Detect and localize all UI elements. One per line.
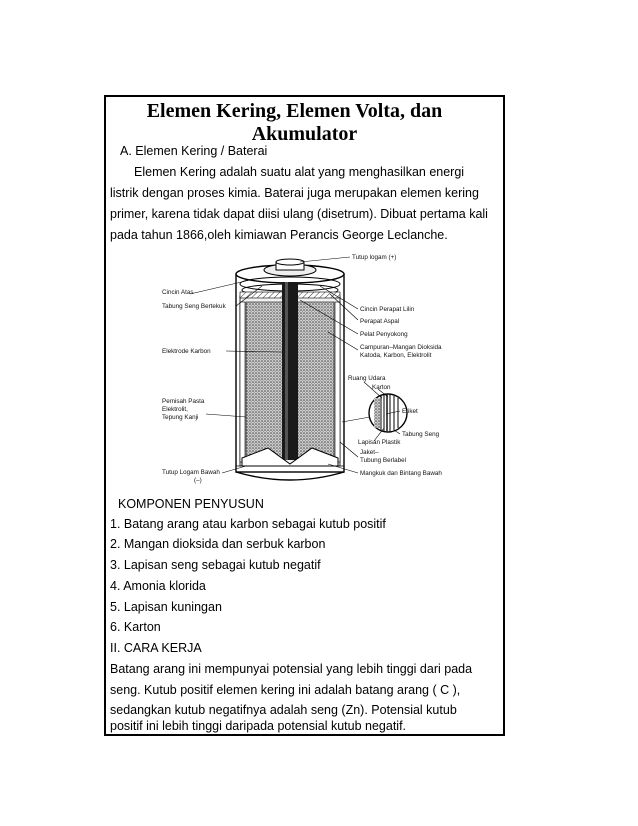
komponen-item-2: 2. Mangan dioksida dan serbuk karbon: [110, 537, 326, 551]
label-jaket-2: Tubung Berlabel: [360, 457, 406, 464]
battery-body: [236, 259, 344, 480]
komponen-heading: KOMPONEN PENYUSUN: [118, 497, 264, 511]
page-title: [104, 100, 505, 146]
section-a-line-4: pada tahun 1866,oleh kimiawan Perancis George Leclanche.: [110, 228, 448, 242]
label-tutup-logam: Tutup logam (+): [352, 254, 397, 261]
cara-kerja-line-3: sedangkan kutub negatifnya adalah seng (Zn). Potensial kutub: [110, 703, 457, 717]
label-tutup-bawah-1: Tutup Logam Bawah: [162, 469, 220, 476]
label-pemisah-2: Elektrolit,: [162, 406, 188, 413]
section-a-line-1: Elemen Kering adalah suatu alat yang menghasilkan energi: [134, 165, 465, 179]
label-lapisan-plastik: Lapisan Plastik: [358, 439, 401, 446]
battery-cross-section-diagram: [150, 252, 470, 490]
label-cincin-perapat: Cincin Perapat Lilin: [360, 306, 415, 313]
label-etiket: Etiket: [402, 408, 418, 415]
title-line-2: Akumulator: [251, 123, 358, 145]
label-ruang-udara: Ruang Udara: [348, 375, 386, 382]
label-campuran-1: Campuran–Mangan Dioksida: [360, 344, 442, 351]
label-tabung-seng-bertekuk: Tabung Seng Bertekuk: [162, 303, 226, 310]
label-elektrode-karbon: Elektrode Karbon: [162, 348, 211, 355]
cara-kerja-line-2: seng. Kutub positif elemen kering ini adalah batang arang ( C ),: [110, 683, 461, 697]
label-karton: Karton: [372, 384, 391, 391]
label-pelat-penyokong: Pelat Penyokong: [360, 331, 408, 338]
section-a-heading: A. Elemen Kering / Baterai: [120, 144, 268, 158]
cara-kerja-heading: II. CARA KERJA: [110, 641, 202, 655]
label-campuran-2: Katoda, Karbon, Elektrolit: [360, 352, 432, 359]
section-a-line-3: primer, karena tidak dapat diisi ulang (disetrum). Dibuat pertama kali: [110, 207, 488, 221]
komponen-item-3: 3. Lapisan seng sebagai kutub negatif: [110, 558, 321, 572]
label-mangkuk: Mangkuk dan Bintang Bawah: [360, 470, 442, 477]
label-pemisah-3: Tepung Kanji: [162, 414, 199, 421]
komponen-item-1: 1. Batang arang atau karbon sebagai kutub positif: [110, 517, 386, 531]
label-cincin-atas: Cincin Atas: [162, 289, 194, 296]
cara-kerja-line-1: Batang arang ini mempunyai potensial yang lebih tinggi dari pada: [110, 662, 473, 676]
title-line-1: Elemen Kering, Elemen Volta, dan: [146, 100, 443, 122]
komponen-item-6: 6. Karton: [110, 620, 161, 634]
label-jaket-1: Jaket–: [360, 449, 379, 456]
label-tabung-seng: Tabung Seng: [402, 431, 440, 438]
label-perapat-aspal: Perapat Aspal: [360, 318, 400, 325]
komponen-item-5: 5. Lapisan kuningan: [110, 600, 222, 614]
label-tutup-bawah-2: (–): [194, 477, 202, 484]
section-a-line-2: listrik dengan proses kimia. Baterai juga merupakan elemen kering: [110, 186, 479, 200]
label-pemisah-1: Pemisah Pasta: [162, 398, 205, 405]
komponen-item-4: 4. Amonia klorida: [110, 579, 206, 593]
cara-kerja-line-4: positif ini lebih tinggi daripada potensial kutub negatif.: [110, 719, 407, 733]
